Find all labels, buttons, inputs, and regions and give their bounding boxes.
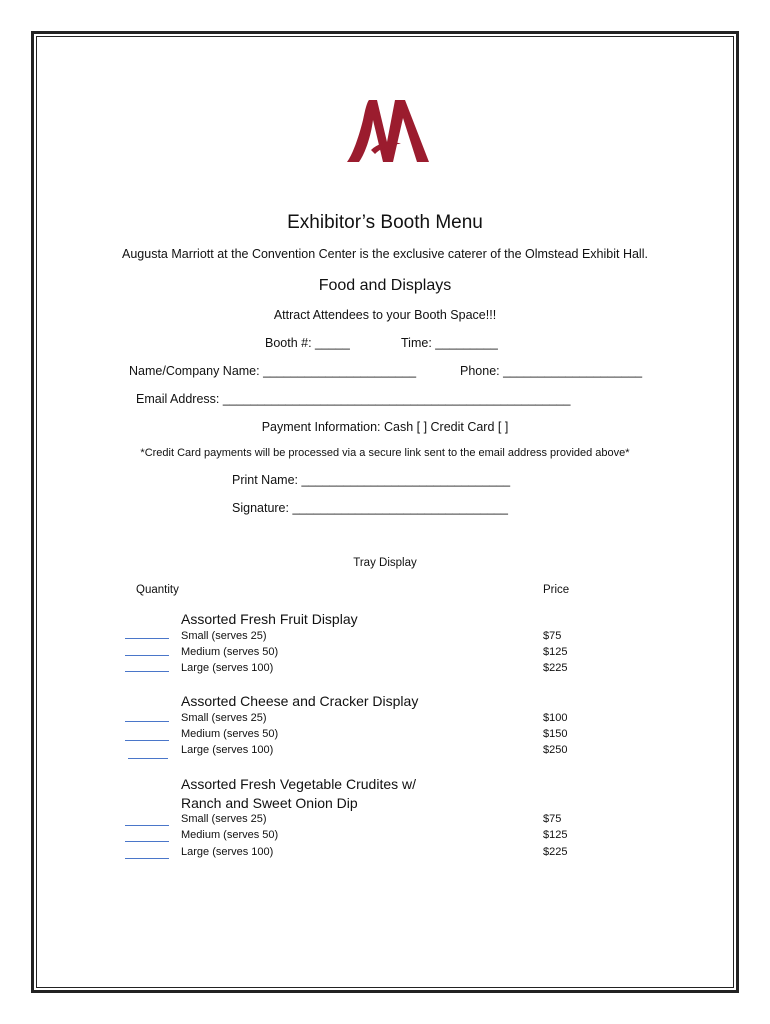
item-vegetable-display-title-line2: Ranch and Sweet Onion Dip	[181, 795, 358, 811]
option-size: Small (serves 25)	[181, 712, 267, 724]
item-vegetable-display-title: Assorted Fresh Vegetable Crudites w/	[181, 776, 417, 792]
option-price: $250	[543, 744, 568, 756]
option-price: $100	[543, 712, 568, 724]
quantity-header: Quantity	[136, 584, 179, 596]
document-subtitle: Augusta Marriott at the Convention Center is the exclusive caterer of the Olmstead Exhibit Hall.	[122, 247, 648, 261]
time-field[interactable]: Time: _________	[401, 336, 498, 350]
payment-information[interactable]: Payment Information: Cash [ ] Credit Card [ ]	[261, 420, 509, 434]
phone-field[interactable]: Phone: ____________________	[460, 364, 643, 378]
print-name-field[interactable]: Print Name: ______________________________	[232, 473, 511, 487]
item-cheese-display-title: Assorted Cheese and Cracker Display	[181, 693, 419, 709]
item-fruit-display-title: Assorted Fresh Fruit Display	[181, 611, 358, 627]
tray-display-heading: Tray Display	[353, 557, 417, 569]
tagline: Attract Attendees to your Booth Space!!!	[273, 308, 497, 322]
quantity-input[interactable]	[128, 758, 168, 759]
price-header: Price	[543, 584, 570, 596]
marriott-logo-icon	[343, 96, 431, 164]
quantity-input[interactable]	[125, 841, 169, 842]
option-size: Large (serves 100)	[181, 744, 274, 756]
email-field[interactable]: Email Address: __________________________________________________	[136, 392, 571, 406]
section-title: Food and Displays	[318, 277, 452, 294]
option-price: $225	[543, 662, 568, 674]
option-price: $225	[543, 846, 568, 858]
quantity-input[interactable]	[125, 721, 169, 722]
option-size: Medium (serves 50)	[181, 728, 279, 740]
quantity-input[interactable]	[125, 671, 169, 672]
booth-field[interactable]: Booth #: _____	[265, 336, 350, 350]
credit-card-note: *Credit Card payments will be processed via a secure link sent to the email address provided above*	[140, 447, 630, 459]
quantity-input[interactable]	[125, 858, 169, 859]
option-size: Medium (serves 50)	[181, 646, 279, 658]
quantity-input[interactable]	[125, 638, 169, 639]
option-price: $75	[543, 630, 562, 642]
quantity-input[interactable]	[125, 825, 169, 826]
option-size: Large (serves 100)	[181, 662, 274, 674]
option-price: $150	[543, 728, 568, 740]
quantity-input[interactable]	[125, 655, 169, 656]
option-size: Large (serves 100)	[181, 846, 274, 858]
option-size: Medium (serves 50)	[181, 829, 279, 841]
option-price: $125	[543, 646, 568, 658]
option-size: Small (serves 25)	[181, 813, 267, 825]
option-price: $125	[543, 829, 568, 841]
name-company-field[interactable]: Name/Company Name: ______________________	[129, 364, 417, 378]
document-title: Exhibitor’s Booth Menu	[287, 212, 483, 233]
option-price: $75	[543, 813, 562, 825]
option-size: Small (serves 25)	[181, 630, 267, 642]
signature-field[interactable]: Signature: _______________________________	[232, 501, 508, 515]
quantity-input[interactable]	[125, 740, 169, 741]
